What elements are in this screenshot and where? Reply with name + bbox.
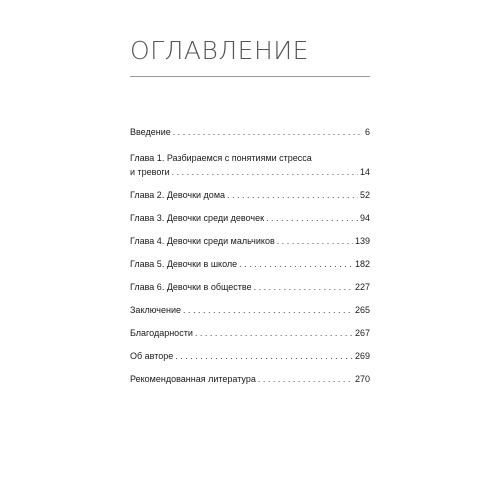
leader-dots xyxy=(254,280,353,294)
toc-entry-page: 14 xyxy=(359,167,370,177)
toc-entry-label: Глава 5. Девочки в школе xyxy=(130,259,238,269)
toc-entry-page: 270 xyxy=(354,374,370,384)
toc-entry-label: Глава 2. Девочки дома xyxy=(130,190,226,200)
toc-entry-chapter-3[interactable] xyxy=(130,211,370,225)
leader-dots xyxy=(239,257,353,271)
page-title: ОГЛАВЛЕНИЕ xyxy=(130,36,309,65)
toc-entry-label: Глава 3. Девочки среди девочек xyxy=(130,213,265,223)
toc-entry-chapter-6[interactable] xyxy=(130,280,370,294)
toc-entry-page: 6 xyxy=(364,127,370,137)
toc-entry-label: Введение xyxy=(130,127,171,137)
table-of-contents xyxy=(130,125,370,386)
toc-entry-page: 267 xyxy=(354,328,370,338)
toc-entry-chapter-1[interactable] xyxy=(130,151,370,179)
toc-entry-page: 269 xyxy=(354,351,370,361)
toc-entry-page: 265 xyxy=(354,305,370,315)
toc-entry-page: 52 xyxy=(359,190,370,200)
toc-entry-label-line2: и тревоги xyxy=(130,167,170,177)
toc-entry-label-line1: Глава 1. Разбираемся с понятиями стресса xyxy=(130,153,312,163)
leader-dots xyxy=(183,303,353,317)
toc-entry-page: 227 xyxy=(354,282,370,292)
toc-entry-about-author[interactable] xyxy=(130,349,370,363)
toc-entry-label: Глава 6. Девочки в обществе xyxy=(130,282,252,292)
leader-dots xyxy=(172,165,358,179)
toc-entry-label: Об авторе xyxy=(130,351,174,361)
toc-entry-acknowledgements[interactable] xyxy=(130,326,370,340)
toc-entry-chapter-5[interactable] xyxy=(130,257,370,271)
toc-entry-label: Благодарности xyxy=(130,328,193,338)
leader-dots xyxy=(195,326,353,340)
toc-entry-introduction[interactable] xyxy=(130,125,370,139)
leader-dots xyxy=(277,234,353,248)
leader-dots xyxy=(258,372,353,386)
toc-entry-label: Заключение xyxy=(130,305,181,315)
leader-dots xyxy=(173,125,363,139)
title-divider xyxy=(130,76,370,77)
toc-entry-chapter-2[interactable] xyxy=(130,188,370,202)
toc-entry-page: 182 xyxy=(354,259,370,269)
toc-entry-chapter-4[interactable] xyxy=(130,234,370,248)
toc-entry-page: 139 xyxy=(354,236,370,246)
leader-dots xyxy=(175,349,353,363)
toc-entry-page: 94 xyxy=(359,213,370,223)
toc-entry-recommended-literature[interactable] xyxy=(130,372,370,386)
toc-entry-conclusion[interactable] xyxy=(130,303,370,317)
toc-entry-label: Глава 4. Девочки среди мальчиков xyxy=(130,236,275,246)
leader-dots xyxy=(266,211,358,225)
toc-entry-label: Рекомендованная литература xyxy=(130,374,256,384)
leader-dots xyxy=(227,188,358,202)
